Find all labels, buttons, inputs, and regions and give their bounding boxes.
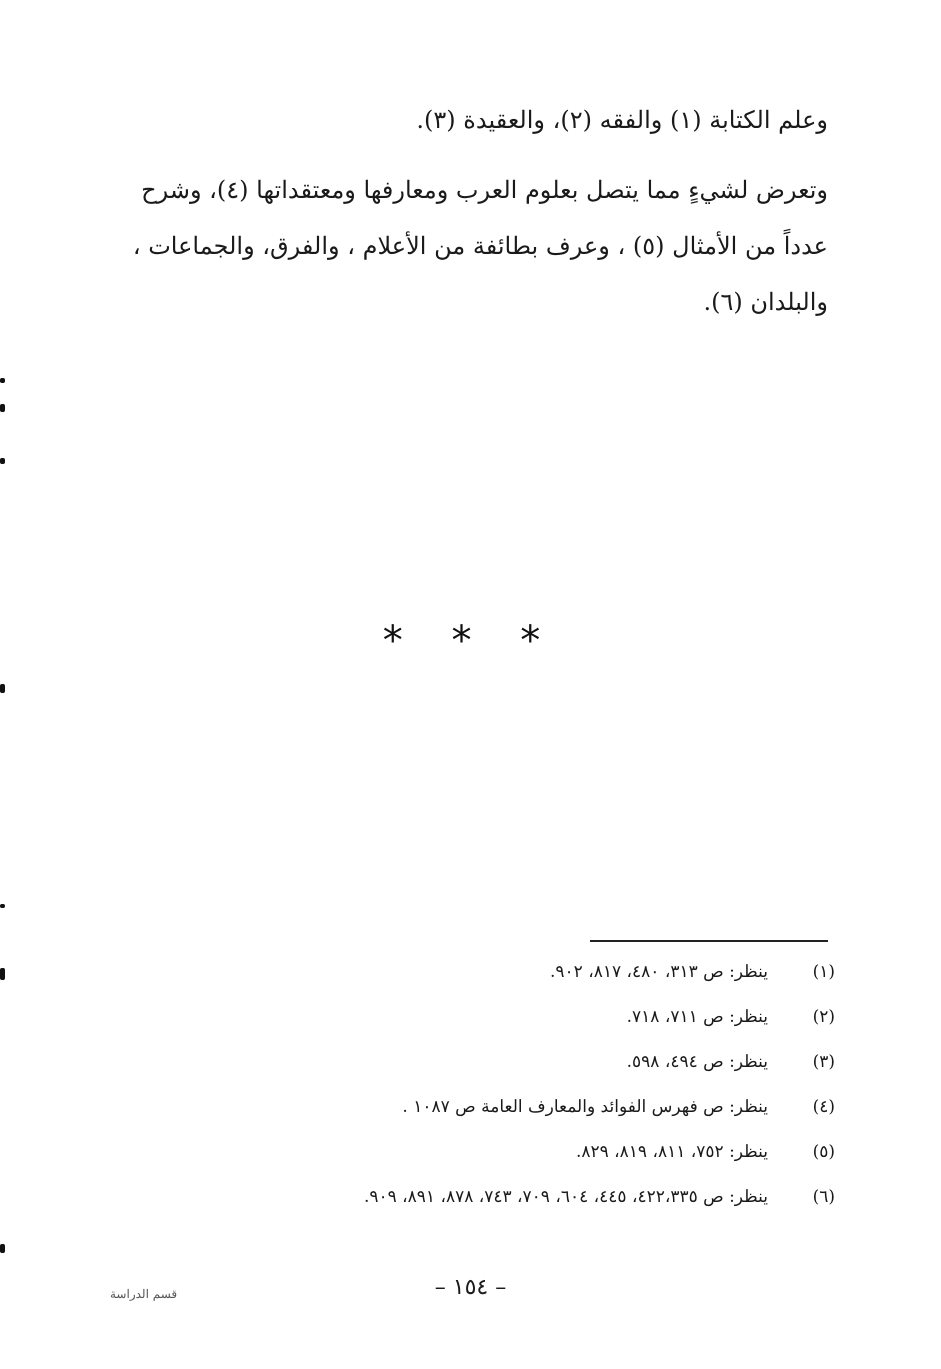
- page-number: – ١٥٤ –: [434, 1275, 507, 1300]
- footnote-number: (١): [812, 962, 835, 982]
- section-separator: * * *: [382, 618, 559, 664]
- footnote-item: [180, 1040, 835, 1085]
- page-footer: [0, 1275, 941, 1305]
- footnote-text: ينظر: ص فهرس الفوائد والمعارف العامة ص ١٠٨٧ .: [402, 1097, 768, 1117]
- footnote-item: [180, 1130, 835, 1175]
- footnote-item: [180, 1175, 835, 1220]
- footnote-number: (٥): [812, 1142, 835, 1162]
- scan-edge-mark: [0, 378, 5, 383]
- footnote-text: ينظر: ٧٥٢، ٨١١، ٨١٩، ٨٢٩.: [575, 1142, 768, 1162]
- footnote-text: ينظر: ص ٤٩٤، ٥٩٨.: [626, 1052, 768, 1072]
- footnote-rule: [590, 940, 828, 942]
- paragraph-1: وعلم الكتابة (١) والفقه (٢)، والعقيدة (٣).: [416, 106, 828, 134]
- footnote-number: (٣): [812, 1052, 835, 1072]
- footnote-number: (٤): [812, 1097, 835, 1117]
- footnote-text: ينظر: ص ٧١١، ٧١٨.: [626, 1007, 768, 1027]
- scan-edge-mark: [0, 904, 5, 908]
- footnote-number: (٢): [812, 1007, 835, 1027]
- footnote-item: [180, 950, 835, 995]
- footnote-text: ينظر: ص ٤٢٢،٣٣٥، ٤٤٥، ٦٠٤، ٧٠٩، ٧٤٣، ٨٧٨، ٨٩١، ٩٠٩.: [363, 1187, 768, 1207]
- footnote-number: (٦): [812, 1187, 835, 1207]
- scan-edge-mark: [0, 458, 5, 464]
- body-text: [100, 92, 828, 330]
- footnotes: [180, 950, 835, 1220]
- footnote-text: ينظر: ص ٣١٣، ٤٨٠، ٨١٧، ٩٠٢.: [550, 962, 768, 982]
- footnote-item: [180, 995, 835, 1040]
- section-label: قسم الدراسة: [110, 1287, 178, 1301]
- scan-edge-mark: [0, 404, 5, 412]
- paragraph-2: وتعرض لشيءٍ مما يتصل بعلوم العرب ومعارفها ومعتقداتها (٤)، وشرح عدداً من الأمثال (٥) ، وعرف بطائفة من الأعلام ، والفرق، والجماعات ، والبلدان (٦).: [132, 176, 828, 316]
- scan-edge-mark: [0, 684, 5, 693]
- footnote-item: [180, 1085, 835, 1130]
- scan-edge-mark: [0, 1244, 5, 1253]
- scan-edge-mark: [0, 968, 5, 980]
